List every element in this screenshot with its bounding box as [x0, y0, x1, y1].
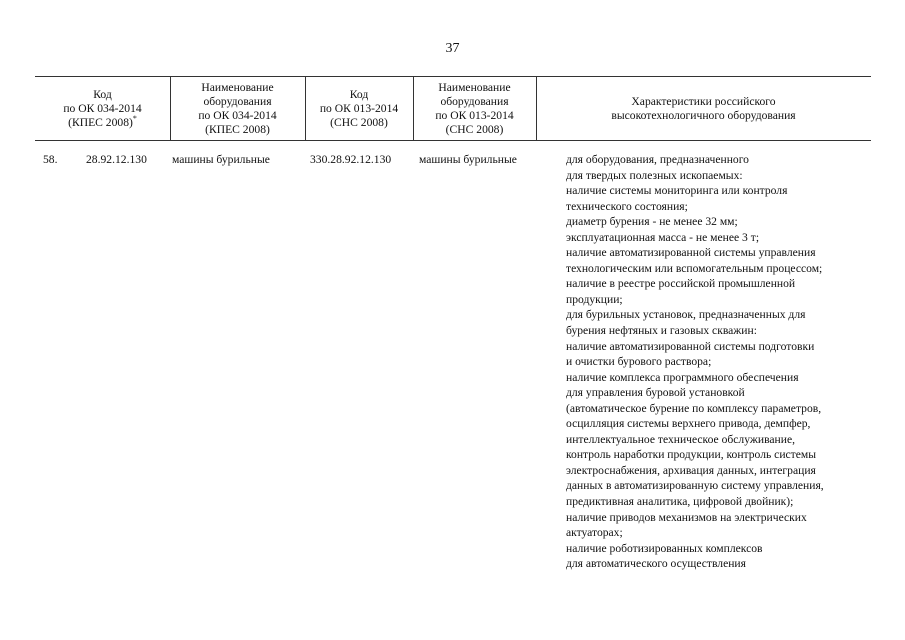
characteristic-line: контроль наработки продукции, контроль системы — [566, 448, 817, 462]
characteristic-line: наличие роботизированных комплексов — [566, 541, 763, 555]
header-code-ok013: Код по ОК 013-2014 (СНС 2008) — [319, 87, 399, 129]
header-characteristics: Характеристики российского высокотехнологичного оборудования — [611, 94, 796, 122]
header-name-okpd: Наименование оборудования по ОК 034-2014 (КПЕС 2008) — [198, 80, 277, 136]
characteristic-line: (автоматическое бурение по комплексу параметров, — [566, 401, 822, 415]
characteristic-line: наличие приводов механизмов на электрических — [566, 510, 807, 524]
characteristic-line: предиктивная аналитика, цифровой двойник); — [566, 495, 794, 509]
characteristic-line: наличие автоматизированной системы управления — [566, 246, 816, 260]
row-number: 58. — [43, 153, 58, 166]
header-name-ok013: Наименование оборудования по ОК 013-2014 (СНС 2008) — [435, 80, 514, 136]
characteristic-line: данных в автоматизированную систему управления, — [566, 479, 824, 493]
header-code-okpd: Код по ОК 034-2014 (КПЕС 2008)* — [63, 87, 142, 129]
characteristic-line: для бурильных установок, предназначенных для — [566, 308, 806, 322]
name-ok013-cell: машины бурильные — [419, 153, 517, 166]
footnote-mark: * — [132, 113, 137, 123]
characteristic-line: осцилляция системы верхнего привода, демпфер, — [566, 417, 811, 431]
code-ok013-cell: 330.28.92.12.130 — [310, 153, 392, 166]
characteristic-line: наличие автоматизированной системы подготовки — [566, 339, 815, 353]
characteristic-line: технологическим или вспомогательным процессом; — [566, 261, 823, 275]
page-number: 37 — [445, 41, 460, 56]
code-okpd-cell: 28.92.12.130 — [86, 153, 147, 166]
characteristic-line: технического состояния; — [566, 199, 688, 213]
characteristic-line: электроснабжения, архивация данных, интеграция — [566, 463, 816, 477]
characteristic-line: и очистки бурового раствора; — [566, 355, 712, 369]
characteristic-line: эксплуатационная масса - не менее 3 т; — [566, 230, 760, 244]
characteristic-line: бурения нефтяных и газовых скважин: — [566, 324, 757, 338]
characteristic-line: для управления буровой установкой — [566, 386, 745, 400]
table-header-bottom-rule — [35, 140, 871, 141]
characteristic-line: диаметр бурения - не менее 32 мм; — [566, 215, 738, 229]
characteristic-line: интеллектуальное техническое обслуживание, — [566, 432, 795, 446]
characteristic-line: наличие комплекса программного обеспечения — [566, 370, 799, 384]
characteristic-line: для оборудования, предназначенного — [566, 153, 749, 166]
characteristic-line: наличие в реестре российской промышленной — [566, 277, 796, 291]
characteristic-line: для автоматического осуществления — [566, 557, 746, 571]
characteristic-line: продукции; — [566, 292, 623, 306]
characteristic-line: для твердых полезных ископаемых: — [566, 168, 743, 182]
characteristic-line: наличие системы мониторинга или контроля — [566, 184, 788, 198]
characteristics-cell — [566, 152, 824, 572]
characteristic-line: актуаторах; — [566, 526, 623, 540]
name-okpd-cell: машины бурильные — [172, 153, 270, 166]
